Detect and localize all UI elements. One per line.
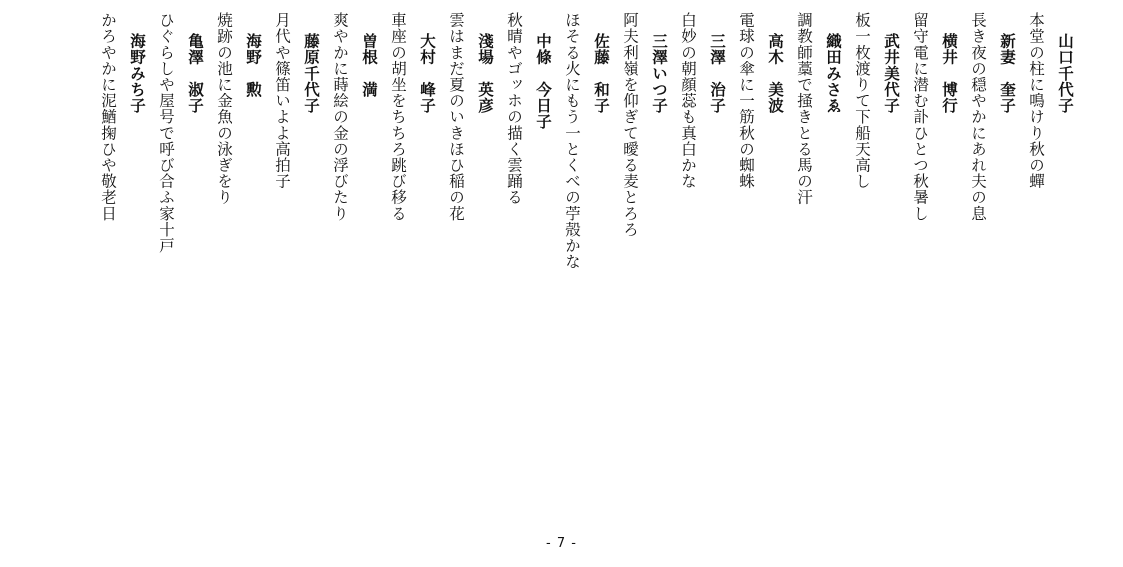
author-name: 山口千代子	[1056, 32, 1074, 114]
author-name: 三澤いつ子	[650, 32, 668, 114]
haiku-text: 秋晴やゴッホの描く雲踊る	[505, 12, 523, 206]
haiku-text: ひぐらしや屋号で呼び合ふ家十戸	[157, 12, 175, 254]
author-name: 海野 勲	[244, 32, 262, 98]
author-name: 三澤 治子	[708, 32, 726, 114]
haiku-text: 板一枚渡りて下船天高し	[853, 12, 871, 190]
haiku-text: 車座の胡坐をちちろ跳び移る	[389, 12, 407, 222]
author-name: 藤原千代子	[302, 32, 320, 114]
haiku-text: 爽やかに蒔絵の金の浮びたり	[331, 12, 349, 222]
author-name: 佐藤 和子	[592, 32, 610, 114]
author-name: 大村 峰子	[418, 32, 436, 114]
haiku-text: 本堂の柱に鳴けり秋の蟬	[1027, 12, 1045, 190]
author-name: 織田みさゑ	[824, 32, 842, 114]
page-number: - 7 -	[546, 536, 577, 551]
haiku-text: 焼跡の池に金魚の泳ぎをり	[215, 12, 233, 206]
author-name: 武井美代子	[882, 32, 900, 114]
haiku-text: 長き夜の穏やかにあれ夫の息	[969, 12, 987, 222]
haiku-text: 白妙の朝顔蕊も真白かな	[679, 12, 697, 190]
haiku-columns	[93, 12, 1079, 532]
author-name: 亀澤 淑子	[186, 32, 204, 114]
haiku-text: 阿夫利嶺を仰ぎて曖る麦とろろ	[621, 12, 639, 238]
author-name: 新妻 奎子	[998, 32, 1016, 114]
author-name: 横井 博行	[940, 32, 958, 114]
author-name: 淺場 英彦	[476, 32, 494, 114]
haiku-text: 留守電に潜む訃ひとつ秋暑し	[911, 12, 929, 222]
author-name: 高木 美波	[766, 32, 784, 114]
author-name: 曽根 満	[360, 32, 378, 98]
haiku-text: 月代や篠笛いよよ高拍子	[273, 12, 291, 190]
haiku-text: 調教師藁で掻きとる馬の汗	[795, 12, 813, 206]
haiku-text: 雲はまだ夏のいきほひ稲の花	[447, 12, 465, 222]
haiku-text: ほそる火にもう一とくべの苧殻かな	[563, 12, 581, 270]
haiku-text: かろやかに泥鰌掬ひや敬老日	[99, 12, 117, 222]
haiku-text: 電球の傘に一筋秋の蜘蛛	[737, 12, 755, 190]
author-name: 中條 今日子	[534, 32, 552, 130]
author-name: 海野みち子	[128, 32, 146, 114]
